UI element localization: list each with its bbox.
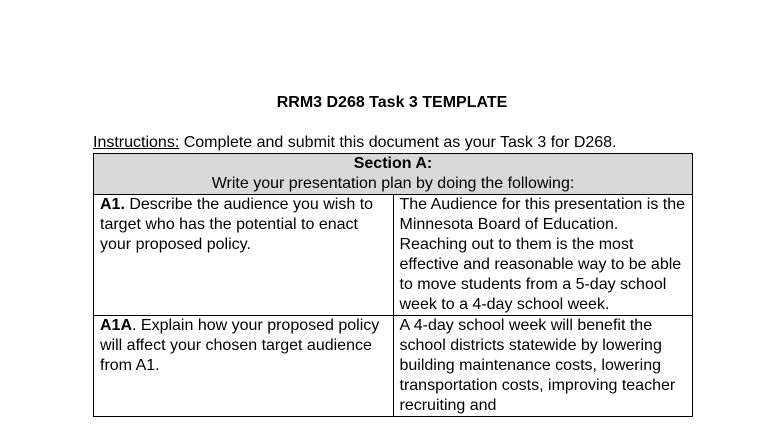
answer-text: The Audience for this presentation is the Minnesota Board of Education. Reaching out to them is the most effective and reasonable way to be able to move students from a 5-day school week to a 4-day school week. — [399, 196, 686, 313]
question-id: A1. — [100, 196, 125, 213]
question-cell — [94, 316, 394, 417]
instructions-text: Complete and submit this document as your Task 3 for D268. — [179, 134, 617, 151]
question-cell — [94, 195, 394, 316]
section-a-table — [93, 153, 693, 417]
section-header-cell — [94, 154, 693, 195]
instructions-line — [93, 134, 617, 152]
answer-text: A 4-day school week will benefit the school districts statewide by lowering building maintenance costs, lowering transportation costs, improving teacher recruiting and — [399, 317, 676, 414]
document-title: RRM3 D268 Task 3 TEMPLATE — [276, 94, 508, 111]
instructions-label: Instructions: — [93, 134, 180, 151]
answer-cell[interactable] — [393, 316, 693, 417]
section-instruction: Write your presentation plan by doing the following: — [211, 175, 575, 192]
question-text: . Explain how your proposed policy will affect your chosen target audience from A1. — [100, 317, 380, 374]
section-header-row — [94, 154, 693, 195]
question-id: A1A — [100, 317, 133, 334]
section-title: Section A: — [353, 155, 433, 172]
table-row — [94, 316, 693, 417]
question-text: Describe the audience you wish to target who has the potential to enact your proposed policy. — [100, 196, 374, 253]
table-row — [94, 195, 693, 316]
answer-cell[interactable] — [393, 195, 693, 316]
